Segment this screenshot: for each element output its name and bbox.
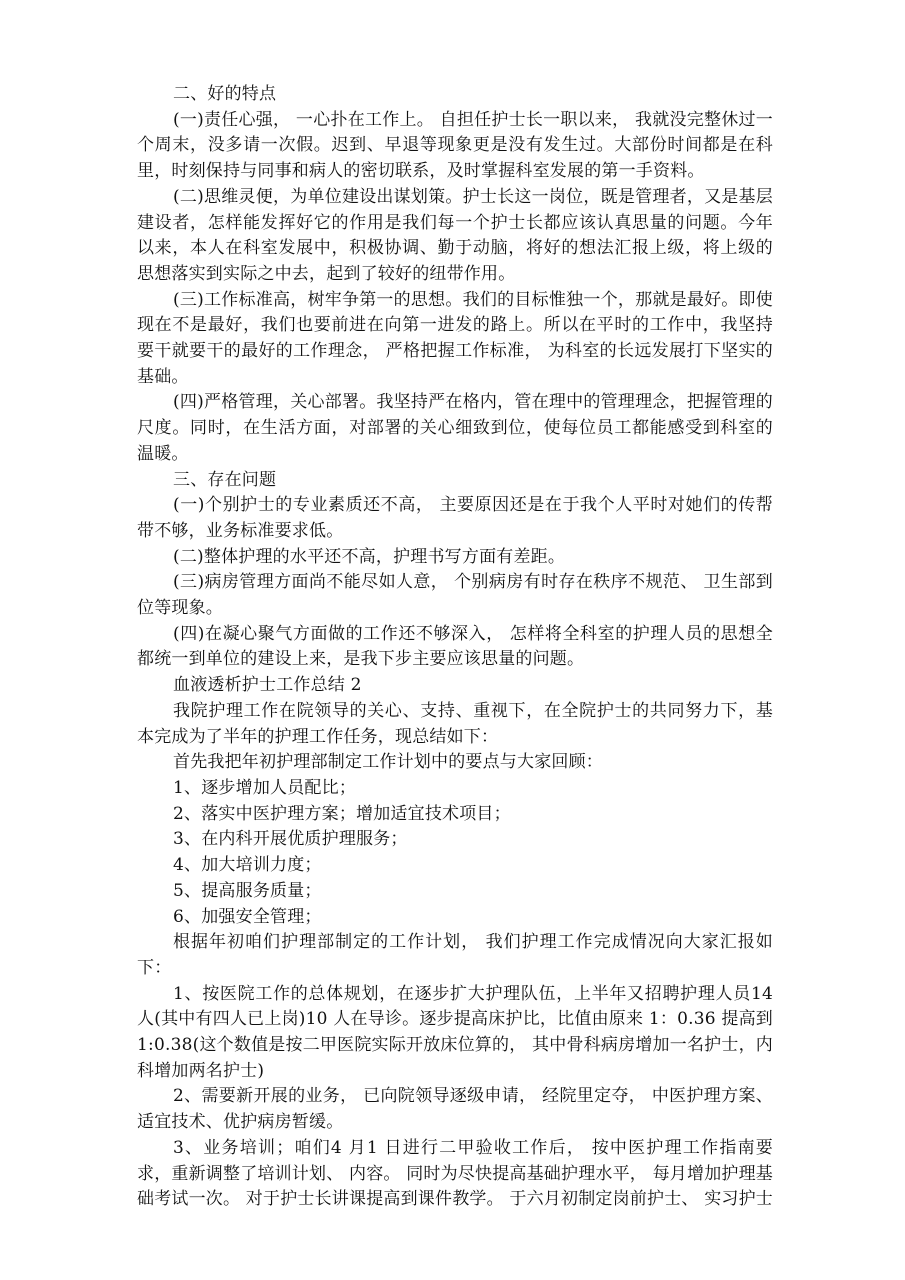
paragraph: 1、按医院工作的总体规划，在逐步扩大护理队伍，上半年又招聘护理人员14 人(其中有四人已上岗)10 人在导诊。逐步提高床护比，比值由原来 1：0.36 提高到 1:0.38(这个数值是按二甲医院实际开放床位算的， 其中骨科病房增加一名护士，内科增加两名护士) bbox=[137, 983, 773, 1081]
paragraph: (三)病房管理方面尚不能尽如人意， 个别病房有时存在秩序不规范、 卫生部到位等现象。 bbox=[137, 572, 773, 619]
list-item: 1、逐步增加人员配比； bbox=[173, 777, 357, 798]
paragraph: (三)工作标准高，树牢争第一的思想。我们的目标惟独一个，那就是最好。即使现在不是最好，我们也要前进在向第一进发的路上。所以在平时的工作中，我坚持要干就要干的最好的工作理念， 严格把握工作标准， 为科室的长远发展打下坚实的基础。 bbox=[137, 289, 773, 387]
paragraph: 根据年初咱们护理部制定的工作计划， 我们护理工作完成情况向大家汇报如下： bbox=[137, 932, 773, 978]
paragraph: (二)思维灵便，为单位建设出谋划策。护士长这一岗位，既是管理者，又是基层建设者，怎样能发挥好它的作用是我们每一个护士长都应该认真思量的问题。今年以来，本人在科室发展中，积极协调、勤于动脑，将好的想法汇报上级，将上级的思想落实到实际之中去，起到了较好的纽带作用。 bbox=[137, 186, 773, 284]
document-body bbox=[137, 82, 773, 1213]
section-heading-good-traits: 二、好的特点 bbox=[173, 84, 277, 104]
list-item: 3、在内科开展优质护理服务； bbox=[173, 829, 408, 850]
list-item: 4、加大培训力度； bbox=[173, 855, 322, 876]
paragraph: (四)在凝心聚气方面做的工作还不够深入， 怎样将全科室的护理人员的思想全都统一到单位的建设上来，是我下步主要应该思量的问题。 bbox=[137, 623, 773, 670]
paragraph: 3、业务培训；咱们4 月1 日进行二甲验收工作后， 按中医护理工作指南要求，重新调整了培训计划、 内容。 同时为尽快提高基础护理水平， 每月增加护理基础考试一次。 对于护士长讲课提高到课件教学。 于六月初制定岗前护士、 实习护士 bbox=[137, 1137, 774, 1210]
list-item: 5、提高服务质量； bbox=[173, 880, 322, 901]
paragraph: (四)严格管理，关心部署。我坚持严在格内，管在理中的管理理念，把握管理的尺度。同时，在生活方面，对部署的关心细致到位，使每位员工都能感受到科室的温暖。 bbox=[137, 392, 773, 464]
list-item: 2、落实中医护理方案；增加适宜技术项目； bbox=[173, 803, 511, 824]
paragraph: 首先我把年初护理部制定工作计划中的要点与大家回顾： bbox=[173, 752, 603, 773]
paragraph: 2、需要新开展的业务， 已向院领导逐级申请， 经院里定夺， 中医护理方案、适宜技术、优护病房暂缓。 bbox=[137, 1086, 773, 1133]
paragraph: (二)整体护理的水平还不高，护理书写方面有差距。 bbox=[173, 546, 566, 567]
paragraph: (一)个别护士的专业素质还不高， 主要原因还是在于我个人平时对她们的传帮带不够，业务标准要求低。 bbox=[137, 495, 773, 541]
list-item: 6、加强安全管理； bbox=[173, 906, 322, 927]
document-subtitle: 血液透析护士工作总结 2 bbox=[173, 675, 362, 696]
section-heading-problems: 三、存在问题 bbox=[173, 469, 277, 490]
paragraph: 我院护理工作在院领导的关心、支持、重视下，在全院护士的共同努力下，基本完成为了半年的护理工作任务，现总结如下： bbox=[137, 700, 773, 747]
paragraph: (一)责任心强， 一心扑在工作上。 自担任护士长一职以来， 我就没完整休过一个周末，没多请一次假。迟到、早退等现象更是没有发生过。大部份时间都是在科里，时刻保持与同事和病人的密切联系，及时掌握科室发展的第一手资料。 bbox=[137, 109, 773, 182]
